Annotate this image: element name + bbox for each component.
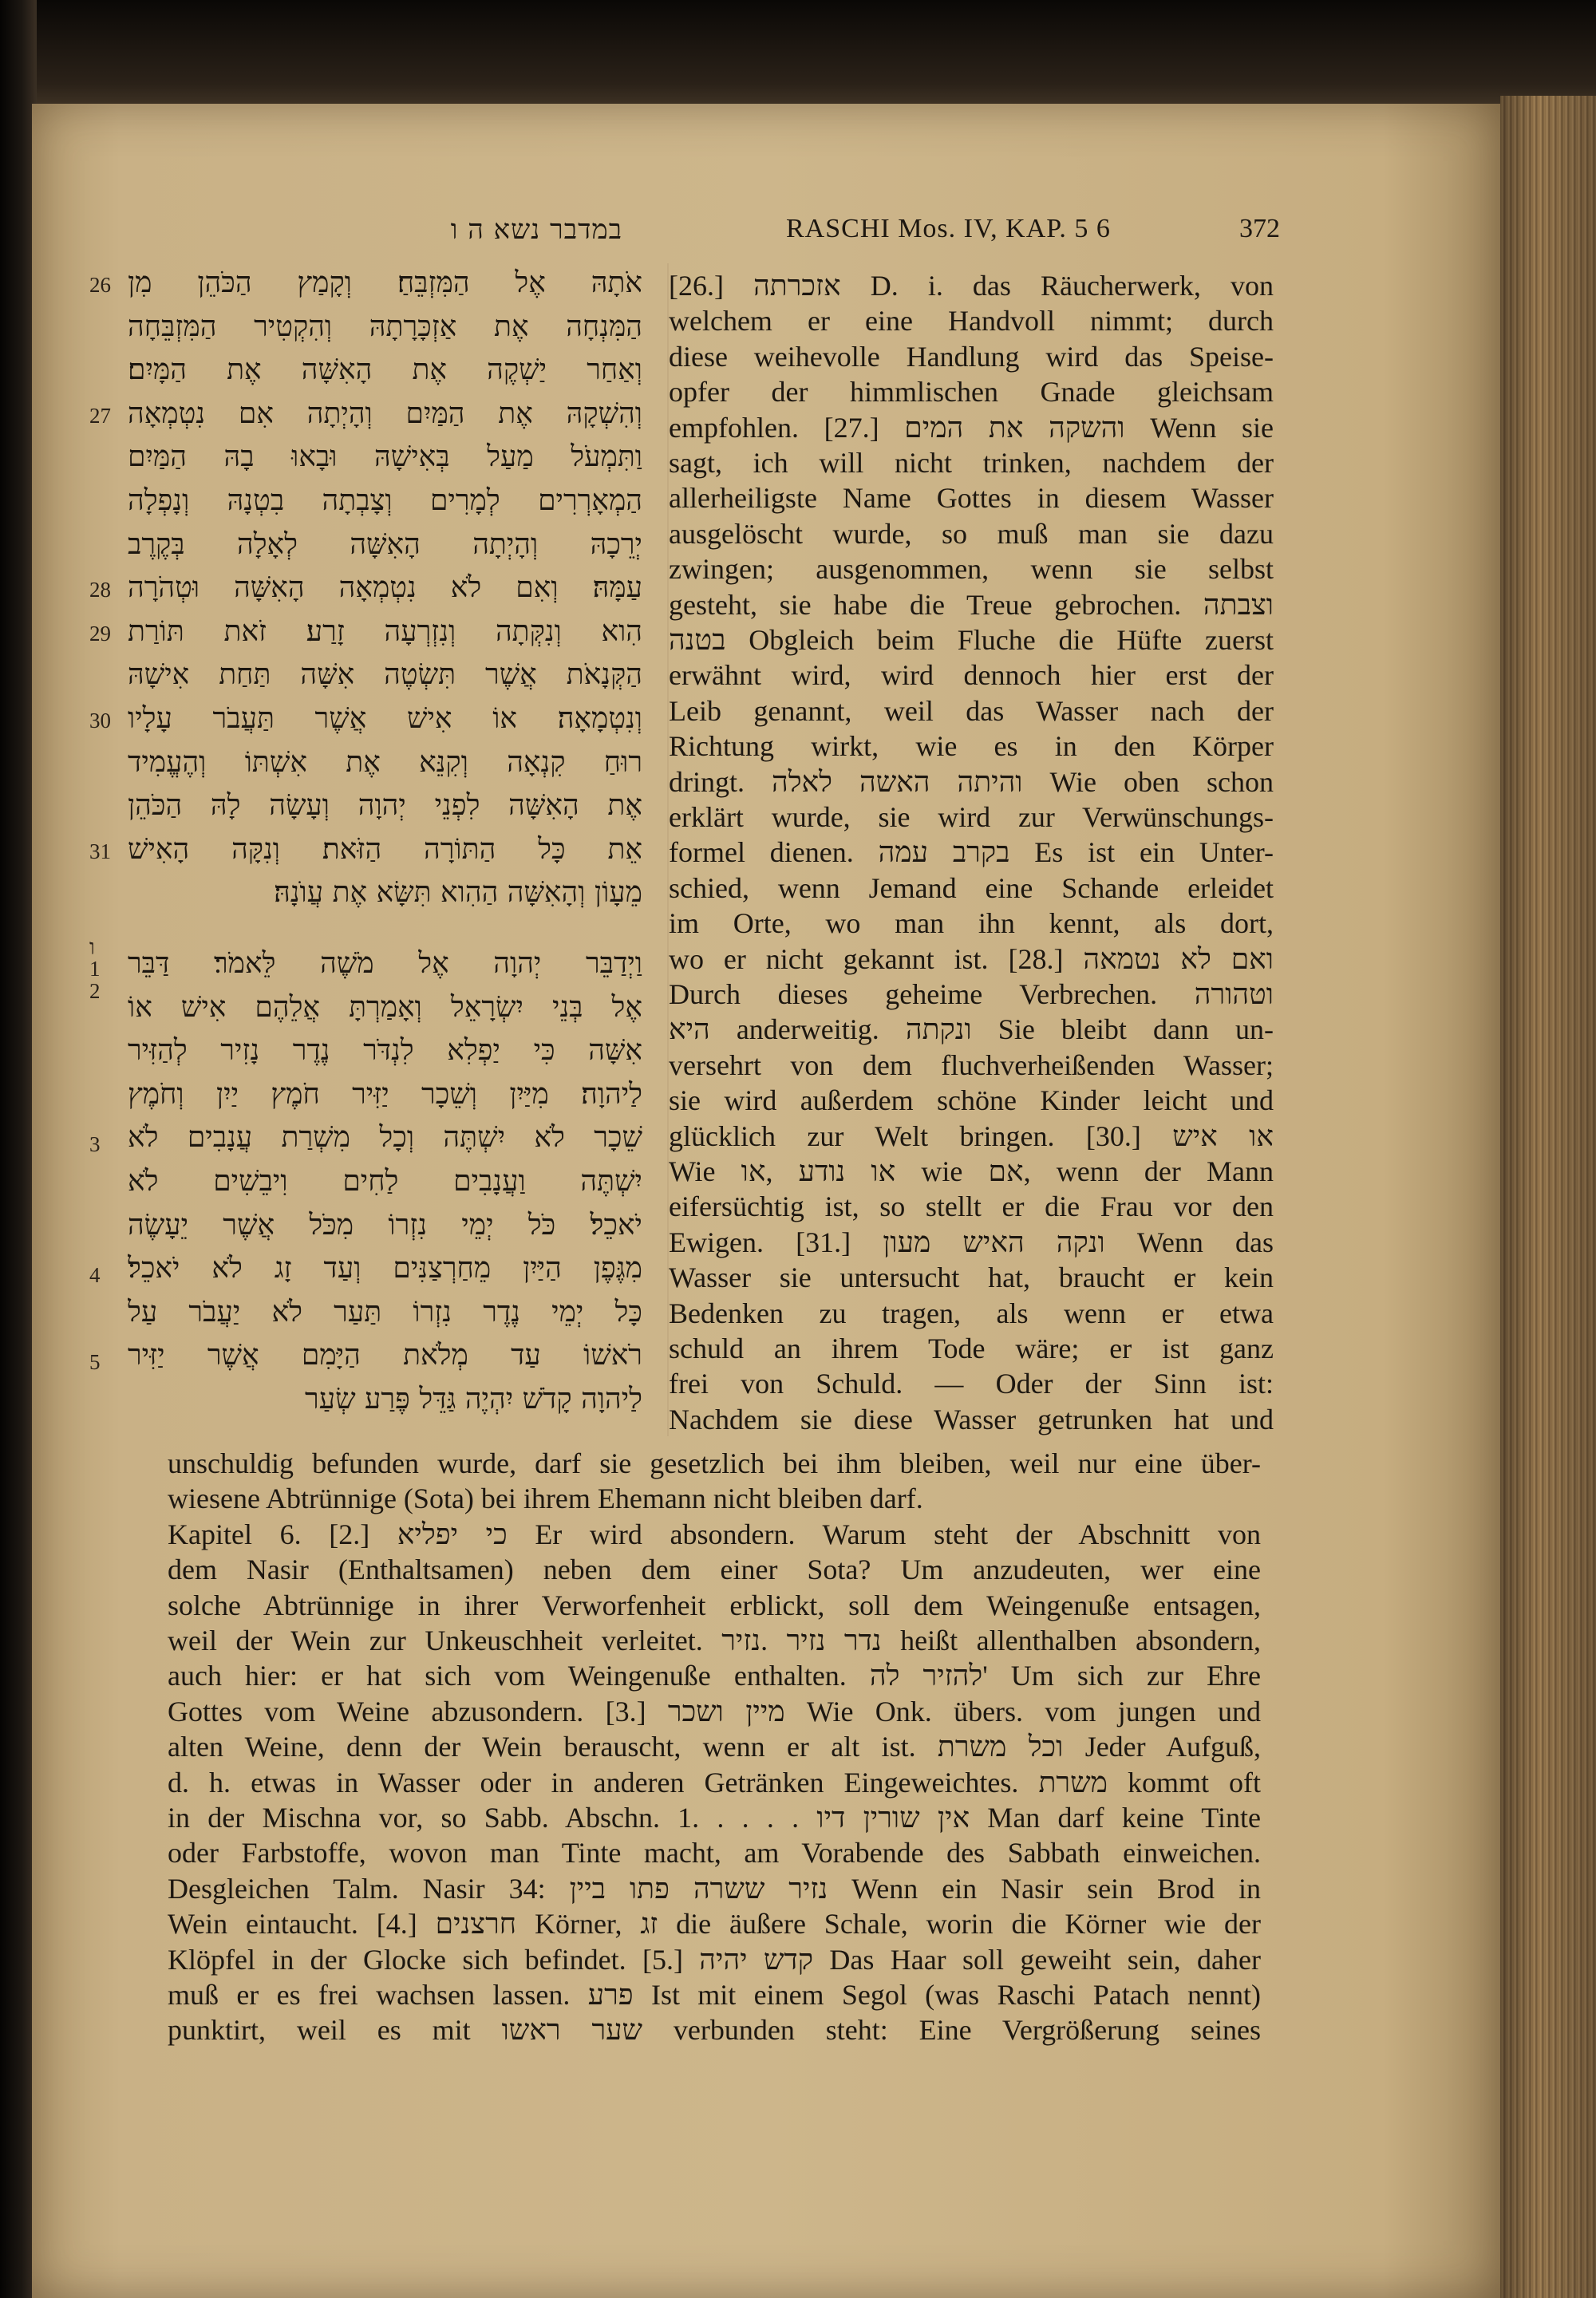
verse-number: 1 [89,957,101,981]
hebrew-line: וַתִּמְעֹל מַעַל בְּאִישָׁהּ וּבָאוּ בָהּ הַמַּיִם [128,440,642,474]
commentary-line: Wein eintaucht. [4.] חרצנים Körner, זג die äußere Schale, worin die Körner wie der [168,1908,1261,1941]
hebrew-line: שֵׁכָר לֹא יִשְׁתֶּה וְכָל מִשְׁרַת עֲנָבִים לֹא [128,1121,642,1155]
hebrew-line: הַקְּנָאֹת אֲשֶׁר תִּשְׂטֶה אִשָּׁה תַּחַת אִישָׁהּ [128,658,642,692]
commentary-line: בטנה Obgleich beim Fluche die Hüfte zuerst [669,624,1274,656]
verse-number: 26 [89,273,111,297]
hebrew-line: הַמִּנְחָה אֶת אַזְכָּרָתָהּ וְהִקְטִיר הַמִּזְבֵּחָה [128,310,642,343]
hebrew-line: יִשְׁתֶּה וַעֲנָבִים לַחִים וִיבֵשִׁים לֹא [128,1165,642,1198]
page-stack-edge [1500,96,1596,2298]
commentary-line: erwähnt wird, wird dennoch hier erst der [669,659,1274,692]
commentary-line: Gottes vom Weine abzusondern. [3.] מיין ושכר Wie Onk. übers. vom jungen und [168,1695,1261,1727]
commentary-line: oder Farbstoffe, wovon man Tinte macht, am Vorabende des Sabbath einweichen. [168,1837,1261,1870]
commentary-line: auch hier: er hat sich vom Weingenuße enthalten. להזיר לה' Um sich zur Ehre [168,1660,1261,1692]
verse-number: 3 [89,1131,101,1156]
chapter-6-line: Kapitel 6. [2.] כי יפליא Er wird absondern. Warum steht der Abschnitt von [168,1518,1261,1550]
verse-number: 4 [89,1262,101,1287]
hebrew-line: יֹאכֵל׃ כֹּל יְמֵי נִזְרוֹ מִכֹּל אֲשֶׁר יֵעָשֶׂה [128,1208,642,1242]
commentary-line: [26.] אזכרתה D. i. das Räucherwerk, von [669,270,1274,302]
commentary-line: welchem er eine Handvoll nimmt; durch [669,305,1274,338]
hebrew-line: הַמְאָרְרִים לְמָרִים וְצָבְתָה בִטְנָהּ וְנָפְלָה [128,484,642,517]
commentary-line: gesteht, sie habe die Treue gebrochen. וצבתה [669,588,1274,621]
hebrew-line: רֹאשׁוֹ עַד מְלֹאת הַיָּמִם אֲשֶׁר יַזִּיר [128,1339,642,1372]
hebrew-line: וְאַחַר יַשְׁקֶה אֶת הָאִשָּׁה אֶת הַמָּיִם׃ [128,353,642,387]
hebrew-line: לַיהוָה קָדֹשׁ יִהְיֶה גַּדֵּל פֶּרַע שְׂעַר [305,1383,642,1416]
commentary-line: in der Mischna vor, so Sabb. Abschn. 1. . . . . אין שורין דיו Man darf keine Tinte [168,1802,1261,1834]
top-shadow-edge [0,0,1596,120]
commentary-line: weil der Wein zur Unkeuschheit verleitet. נדר נזיר .נזיר heißt allenthalben absondern, [168,1625,1261,1656]
commentary-line: zwingen; ausgenommen, wenn sie selbst [669,553,1274,586]
commentary-line: d. h. etwas in Wasser oder in anderen Getränken Eingeweichtes. משרת kommt oft [168,1766,1261,1799]
hebrew-line: לַיהוָה׃ מִיַּיִן וְשֵׁכָר יַזִּיר חֹמֶץ יַיִן וְחֹמֶץ [128,1077,642,1111]
commentary-line: dem Nasir (Enthaltsamen) neben dem einer Sota? Um anzudeuten, wer eine [168,1554,1261,1586]
commentary-line: Ewigen. [31.] ונקה האיש מעון Wenn das [669,1226,1274,1258]
verse-number: 29 [89,621,111,646]
hebrew-line: אֶל בְּנֵי יִשְׂרָאֵל וְאָמַרְתָּ אֲלֵהֶם אִישׁ אוֹ [128,990,642,1024]
commentary-line: solche Abtrünnige in ihrer Verworfenheit erblickt, soll dem Weingenuße entsagen, [168,1589,1261,1621]
commentary-line: sagt, ich will nicht trinken, nachdem der [669,447,1274,479]
hebrew-line: רוּחַ קִנְאָה וְקִנֵּא אֶת אִשְׁתּוֹ וְהֶעֱמִיד [128,745,642,779]
commentary-line: Durch dieses geheime Verbrechen. וטהורה [669,978,1274,1010]
verse-number: 5 [89,1349,101,1374]
hebrew-line: אֵת כָּל הַתּוֹרָה הַזֹּאת׃ וְנִקָּה הָאִישׁ [128,832,642,866]
commentary-line: glücklich zur Welt bringen. [30.] או איש [669,1119,1274,1152]
commentary-line: versehrt von dem fluchverheißenden Wasser; [669,1048,1274,1081]
hebrew-line: וְהִשְׁקָהּ אֶת הַמַּיִם וְהָיְתָה אִם נִטְמְאָה [128,397,642,430]
verse-number: ו [89,934,95,959]
commentary-line: wo er nicht gekannt ist. [28.] ואם לא נטמאה [669,942,1274,975]
commentary-line: allerheiligste Name Gottes in diesem Wasser [669,482,1274,515]
commentary-line: ausgelöscht wurde, so muß man sie dazu [669,517,1274,550]
hebrew-line: אִשָּׁה כִּי יַפְלִא לִנְדֹּר נֶדֶר נָזִיר לְהַזִּיר [128,1034,642,1068]
commentary-line: alten Weine, denn der Wein berauscht, wenn er alt ist. וכל משרת Jeder Aufguß, [168,1731,1261,1763]
commentary-line: diese weihevolle Handlung wird das Speise- [669,340,1274,373]
commentary-line: Desgleichen Talm. Nasir 34: נזיר ששרה פתו ביין Wenn ein Nasir sein Brod in [168,1872,1261,1905]
commentary-line: muß er es frei wachsen lassen. פרע Ist mit einem Segol (was Raschi Patach nennt) [168,1979,1261,2011]
hebrew-line: אֹתָהּ אֶל הַמִּזְבֵּחַ׃ וְקָמַץ הַכֹּהֵן מִן [128,267,642,299]
verse-number: 30 [89,709,111,732]
commentary-line: sie wird außerdem schöne Kinder leicht und [669,1084,1274,1117]
commentary-line: Leib genannt, weil das Wasser nach der [669,694,1274,727]
commentary-line: erklärt wurde, sie wird zur Verwünschungs- [669,801,1274,833]
hebrew-line: מִגֶּפֶן הַיַּיִן מֵחַרְצַנִּים וְעַד זָג לֹא יֹאכֵל׃ [128,1252,642,1285]
commentary-line: empfohlen. [27.] והשקה את המים Wenn sie [669,411,1274,444]
page-number: 372 [1239,214,1280,243]
commentary-line: dringt. והיתה האשה לאלה Wie oben schon [669,765,1274,798]
hebrew-line: מֵעָוֹן וְהָאִשָּׁה הַהִוא תִּשָּׂא אֶת עֲוֺנָהּ׃ [274,876,642,910]
commentary-line: schied, wenn Jemand eine Schande erleidet [669,871,1274,904]
commentary-line: היא anderweitig. ונקתה Sie bleibt dann un- [669,1013,1274,1046]
commentary-line: wiesene Abtrünnige (Sota) bei ihrem Ehemann nicht bleiben darf. [168,1483,923,1515]
verse-number: 31 [89,839,111,863]
commentary-line: Bedenken zu tragen, als wenn er etwa [669,1297,1274,1329]
commentary-line: Klöpfel in der Glocke sich befindet. [5.] קדש יהיה Das Haar soll geweiht sein, daher [168,1943,1261,1976]
commentary-line: unschuldig befunden wurde, darf sie gesetzlich bei ihm bleiben, weil nur eine über- [168,1447,1261,1479]
verse-number: 28 [89,578,111,602]
hebrew-line: אֶת הָאִשָּׁה לִפְנֵי יְהוָה וְעָשָׂה לָהּ הַכֹּהֵן [128,789,642,823]
commentary-line: im Orte, wo man ihn kennt, als dort, [669,907,1274,940]
header-hebrew: במדבר נשא ה ו [450,214,622,246]
commentary-line: punktirt, weil es mit שער ראשו verbunden steht: Eine Vergrößerung seines [168,2014,1261,2047]
commentary-line: formel dienen. בקרב עמה Es ist ein Unter- [669,836,1274,869]
hebrew-line: הִוא וְנִקְּתָה וְנִזְרְעָה זָרַע׃ זֹאת תּוֹרַת [128,614,642,648]
commentary-line: Wie או נודע ,או wie אם, wenn der Mann [669,1155,1274,1187]
verse-number: 27 [89,403,111,428]
hebrew-line: עַמָּהּ׃ וְאִם לֹא נִטְמְאָה הָאִשָּׁה וּטְהֹרָה [128,571,642,605]
commentary-line: Nachdem sie diese Wasser getrunken hat und [669,1403,1274,1435]
commentary-line: Wasser sie untersucht hat, braucht er kein [669,1262,1274,1294]
hebrew-line: וְנִטְמָאָה׃ אוֹ אִישׁ אֲשֶׁר תַּעֲבֹר עָלָיו [128,702,642,735]
commentary-line: frei von Schuld. — Oder der Sinn ist: [669,1368,1274,1400]
commentary-line: Richtung wirkt, wie es in den Körper [669,730,1274,763]
hebrew-line: וַיְדַבֵּר יְהוָה אֶל מֹשֶׁה לֵּאמֹר׃ דַּבֵּר [128,947,642,980]
commentary-line: schuld an ihrem Tode wäre; er ist ganz [669,1333,1274,1364]
commentary-line: opfer der himmlischen Gnade gleichsam [669,376,1274,409]
hebrew-line: יְרֵכָהּ וְהָיְתָה הָאִשָּׁה לְאָלָה בְּקֶרֶב [128,527,642,561]
header-latin: RASCHI Mos. IV, KAP. 5 6 [786,214,1111,243]
hebrew-line: כָּל יְמֵי נֶדֶר נִזְרוֹ תַּעַר לֹא יַעֲבֹר עַל [128,1295,642,1329]
verse-number: 2 [89,978,101,1003]
commentary-line: eifersüchtig ist, so stellt er die Frau vor den [669,1190,1274,1223]
